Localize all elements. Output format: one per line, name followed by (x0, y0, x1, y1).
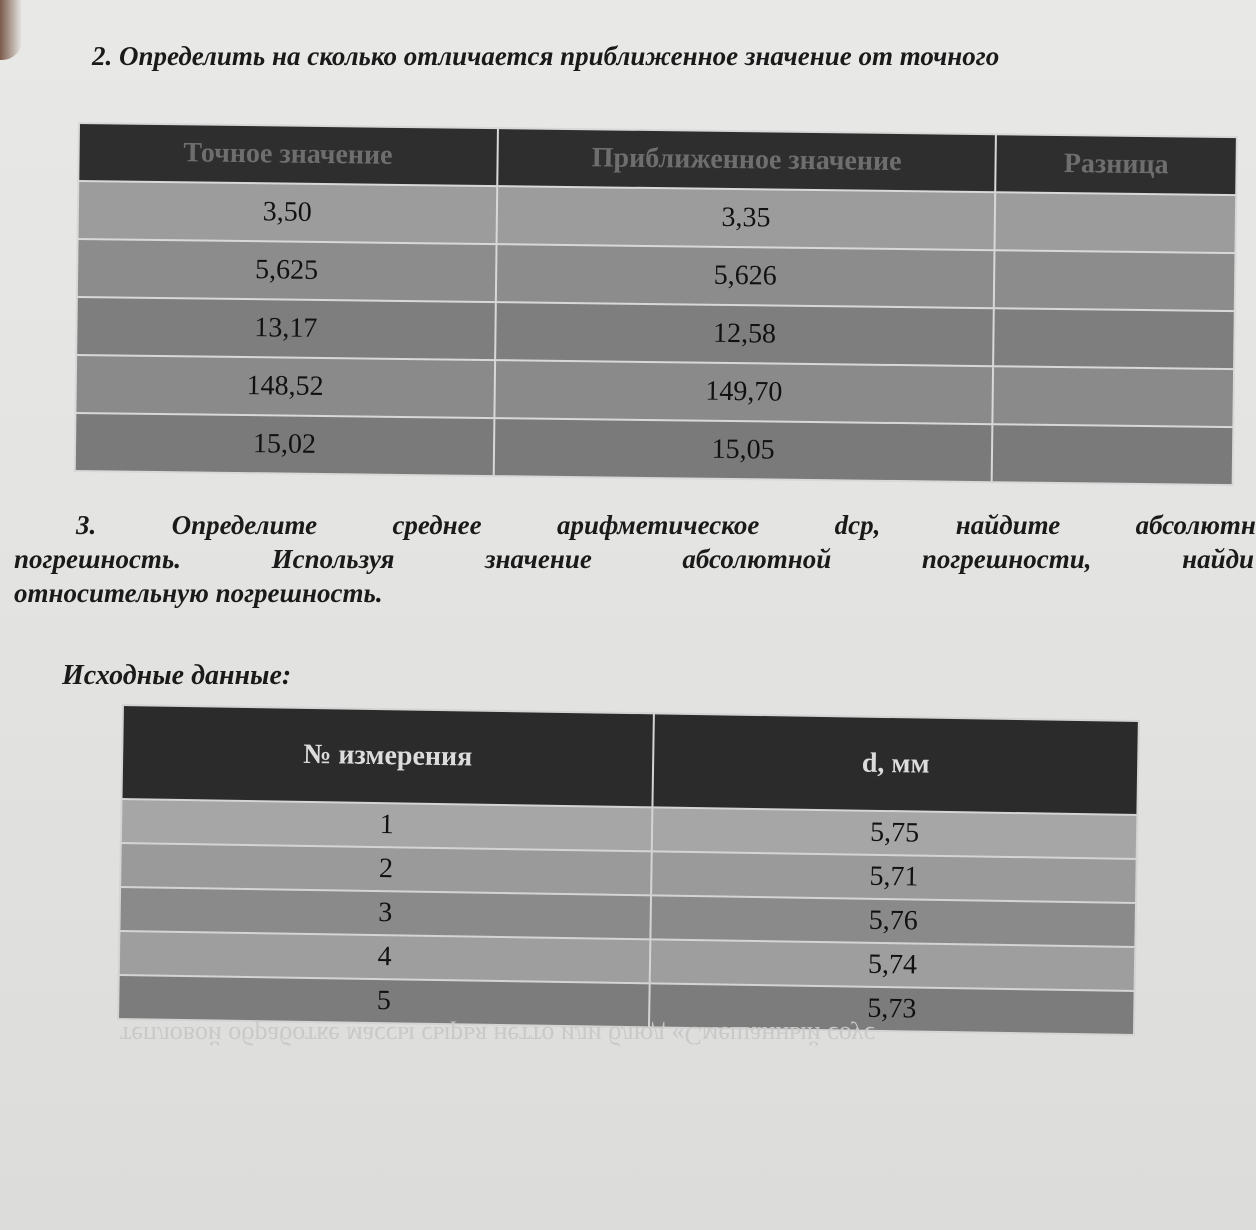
task3-text (14, 508, 1256, 610)
bleed-through-text: тепловой обработке массы сырья нетто или блюд «Смешанный соус (120, 1021, 876, 1050)
d-value-cell: 5,75 (652, 807, 1138, 859)
task3-word: найдите (955, 510, 1061, 540)
measurement-number-cell: 5 (118, 975, 650, 1027)
difference-cell (994, 250, 1235, 311)
measurement-number-cell: 3 (119, 887, 651, 939)
header-difference: Разница (996, 134, 1237, 195)
source-data-label: Исходные данные: (62, 660, 292, 691)
task3-word: погрешности, (921, 544, 1092, 574)
difference-cell (994, 308, 1235, 369)
task3-word: арифметическое (556, 510, 760, 540)
d-value-cell: 5,76 (650, 895, 1136, 947)
exact-value-cell: 148,52 (75, 355, 494, 418)
task3-number: 3. (76, 510, 97, 540)
measurement-number-cell: 2 (120, 843, 652, 895)
task2-title: 2. Определить на сколько отличается приближенное значение от точного (92, 41, 1000, 71)
task3-word: среднее (392, 510, 482, 540)
header-exact-value: Точное значение (78, 123, 497, 186)
exact-value-cell: 13,17 (76, 297, 495, 360)
page-edge-shadow (0, 0, 22, 60)
approx-value-cell: 3,35 (496, 186, 995, 250)
task3-word: Используя (271, 544, 395, 574)
exact-value-cell: 5,625 (77, 239, 496, 302)
task3-line-1 (14, 508, 1256, 542)
difference-cell (993, 366, 1234, 427)
d-value-cell: 5,71 (651, 851, 1137, 903)
task3-word: погрешность. (14, 544, 182, 574)
task3-word: dср, (834, 510, 881, 540)
task3-word: значение (485, 544, 592, 574)
measurement-number-cell: 1 (121, 799, 653, 851)
approx-value-cell: 15,05 (493, 418, 992, 482)
measurement-number-cell: 4 (119, 931, 651, 983)
task3-line-2 (14, 542, 1254, 576)
header-approx-value: Приближенное значение (497, 128, 996, 192)
table-header-row (122, 705, 1139, 815)
exact-value-cell: 15,02 (75, 413, 494, 476)
d-value-cell: 5,73 (649, 983, 1135, 1035)
measurements-table (117, 704, 1140, 1036)
header-measurement-number: № измерения (122, 705, 655, 807)
task3-word: абсолютной (682, 544, 832, 574)
d-value-cell: 5,74 (650, 939, 1136, 991)
approx-value-cell: 149,70 (494, 360, 993, 424)
approx-value-cell: 5,626 (496, 244, 995, 308)
difference-cell (995, 192, 1236, 253)
task3-line-3: относительную погрешность. (14, 578, 383, 608)
approx-value-cell: 12,58 (495, 302, 994, 366)
task3-word: Определите (171, 510, 318, 540)
task3-word: найди (1182, 544, 1254, 574)
task3-word: абсолютн (1135, 510, 1256, 540)
header-d-mm: d, мм (653, 713, 1139, 815)
exact-value-cell: 3,50 (78, 181, 497, 244)
difference-table (74, 122, 1238, 486)
difference-cell (992, 424, 1233, 485)
